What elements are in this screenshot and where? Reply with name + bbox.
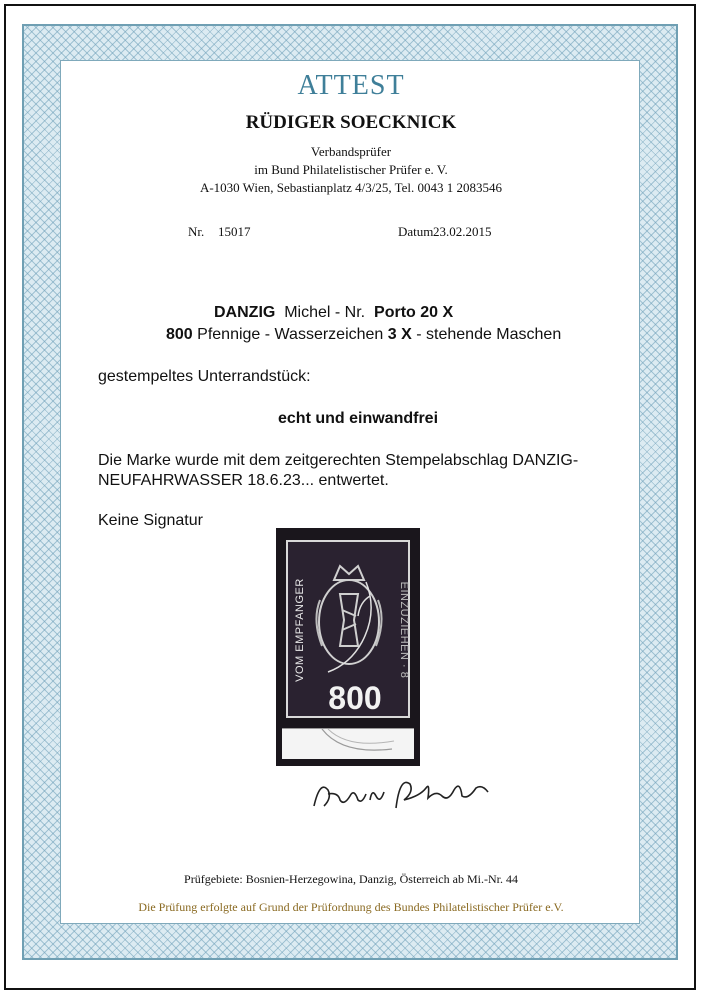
- date-label: Datum: [398, 224, 434, 239]
- examiner-signature-icon: [310, 770, 500, 816]
- stamp-left-text: VOM EMPFANGER: [294, 578, 306, 682]
- certificate-title: ATTEST: [297, 70, 405, 101]
- certificate-number: 15017: [218, 224, 251, 239]
- examiner-address: A-1030 Wien, Sebastianplatz 4/3/25, Tel. 0043 1 2083546: [199, 180, 503, 195]
- michel-label: Michel - Nr.: [284, 304, 366, 321]
- examiner-role: Verbandsprüfer: [310, 144, 392, 159]
- stamp-image: [276, 528, 420, 766]
- catalog-number: Porto 20 X: [374, 304, 454, 321]
- cancel-text-line-1: Die Marke wurde mit dem zeitgerechten Stempelabschlag DANZIG-: [98, 452, 579, 469]
- cancel-text-line-2: NEUFAHRWASSER 18.6.23... entwertet.: [98, 472, 389, 489]
- stamp-right-text: EINZUZIEHEN · 8: [398, 581, 410, 679]
- mesh-type: - stehende Maschen: [416, 326, 562, 343]
- stamp-design: [286, 540, 410, 718]
- stamp-catalog-line: [214, 304, 453, 322]
- signature-note: Keine Signatur: [98, 512, 203, 529]
- cancellation-arc-icon: [282, 729, 414, 759]
- stamp-denomination: 800: [328, 680, 382, 716]
- item-description: gestempeltes Unterrandstück:: [98, 368, 311, 385]
- examiner-association: im Bund Philatelistischer Prüfer e. V.: [254, 162, 448, 177]
- examination-regulation: Die Prüfung erfolgte auf Grund der Prüfordnung des Bundes Philatelistischer Prüfer e.V.: [138, 900, 564, 914]
- verdict: echt und einwandfrei: [278, 410, 439, 427]
- postmark-icon: [308, 572, 398, 692]
- date-value: 23.02.2015: [433, 224, 492, 239]
- stamp-country: DANZIG: [214, 304, 276, 321]
- examiner-name: RÜDIGER SOECKNICK: [245, 112, 457, 133]
- certificate-number-label: Nr.: [188, 224, 205, 239]
- examination-areas: Prüfgebiete: Bosnien-Herzegowina, Danzig, Österreich ab Mi.-Nr. 44: [184, 872, 518, 886]
- stamp-description: Pfennige - Wasserzeichen: [197, 326, 384, 343]
- stamp-description-line: [166, 326, 561, 344]
- stamp-value: 800: [166, 326, 193, 343]
- stamp-bottom-margin: [282, 728, 414, 759]
- watermark: 3 X: [387, 326, 412, 343]
